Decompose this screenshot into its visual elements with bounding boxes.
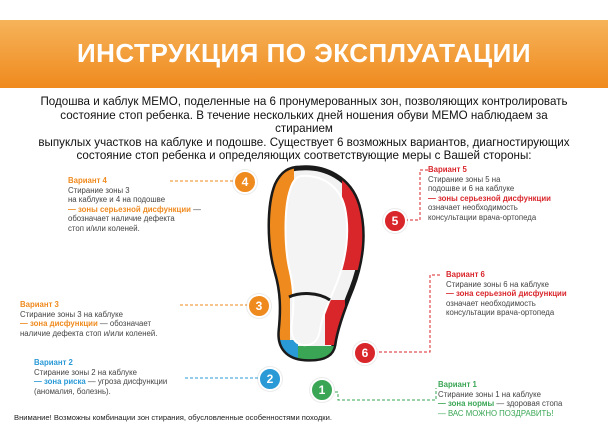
variant-4-title: Вариант 4: [68, 176, 107, 185]
variant-2-line: Стирание зоны 2 на каблуке: [34, 367, 137, 377]
connector-6: [374, 275, 440, 352]
variant-6-note: [446, 270, 606, 318]
variant-6-line: консультации врача-ортопеда: [446, 308, 555, 318]
intro-line: состояние стоп ребенка и определяющих соответствующие меры с Вашей стороны:: [76, 149, 532, 162]
variant-1-zone: — зона нормы: [438, 399, 495, 409]
variant-4-zone: — зоны серьезной дисфункции: [68, 204, 191, 214]
variant-4-line: —: [190, 204, 201, 214]
intro-line: состояние стоп ребенка. В течение нескольких дней ношения обуви МЕМО наблюдаем за стиранием: [60, 108, 548, 135]
intro-line: выпуклых участков на каблуке и подошве. Существует 6 возможных вариантов, диагностирующих: [38, 135, 570, 149]
variant-2-note: [34, 358, 204, 396]
variant-5-zone: — зоны серьезной дисфункции: [428, 193, 551, 203]
connector-5: [404, 170, 428, 220]
variant-4-line: на каблуке и 4 на подошве: [68, 195, 166, 205]
zone-5-marker: 5: [383, 209, 407, 233]
variant-3-line: Стирание зоны 3 на каблуке: [20, 309, 123, 319]
variant-6-title: Вариант 6: [446, 270, 485, 279]
variant-2-line: — угроза дисфункции: [85, 377, 168, 387]
variant-3-title: Вариант 3: [20, 300, 59, 309]
variant-2-line: (аномалия, болезнь).: [34, 386, 111, 396]
variant-2-zone: — зона риска: [34, 377, 86, 387]
zone-3-marker: 3: [247, 294, 271, 318]
variant-3-zone: — зона дисфункции: [20, 319, 98, 329]
page-title: ИНСТРУКЦИЯ ПО ЭКСПЛУАТАЦИИ: [76, 38, 532, 68]
variant-5-line: консультации врача-ортопеда: [428, 212, 537, 222]
variant-1-title: Вариант 1: [438, 380, 477, 389]
variant-3-line: — обозначает: [97, 319, 152, 329]
zone-1: [298, 346, 338, 366]
variant-5-line: подошве и 6 на каблуке: [428, 184, 515, 194]
variant-6-line: Стирание зоны 6 на каблуке: [446, 279, 549, 289]
variant-5-title: Вариант 5: [428, 165, 467, 174]
variant-4-note: [68, 176, 238, 234]
variant-1-line: Стирание зоны 1 на каблуке: [438, 389, 541, 399]
zone-6-marker: 6: [353, 341, 377, 365]
variant-1-note: [438, 380, 604, 418]
variant-5-line: означает необходимость: [428, 203, 518, 213]
variant-3-note: [20, 300, 200, 338]
variant-6-zone: — зона серьезной дисфункции: [446, 289, 567, 299]
variant-2-title: Вариант 2: [34, 358, 73, 367]
variant-6-line: означает необходимость: [446, 298, 536, 308]
zone-2-marker: 2: [258, 367, 282, 391]
zone-1-marker: 1: [310, 378, 334, 402]
variant-4-line: обозначает наличие дефекта: [68, 214, 175, 224]
variant-4-line: стоп и/или коленей.: [68, 223, 140, 233]
variant-4-line: Стирание зоны 3: [68, 185, 130, 195]
variant-5-note: [428, 165, 598, 223]
intro-line: Подошва и каблук МЕМО, поделенные на 6 пронумерованных зон, позволяющих контролировать: [40, 95, 568, 108]
variant-3-line: наличие дефекта стоп и/или коленей.: [20, 328, 158, 338]
variant-1-line: — ВАС МОЖНО ПОЗДРАВИТЬ!: [438, 408, 554, 418]
connector-1: [330, 388, 436, 400]
zone-4-marker: 4: [233, 170, 257, 194]
footer-note: Внимание! Возможны комбинации зон стирания, обусловленные особенностями походки.: [14, 413, 332, 422]
variant-5-line: Стирание зоны 5 на: [428, 174, 501, 184]
variant-1-line: — здоровая стопа: [494, 399, 563, 409]
